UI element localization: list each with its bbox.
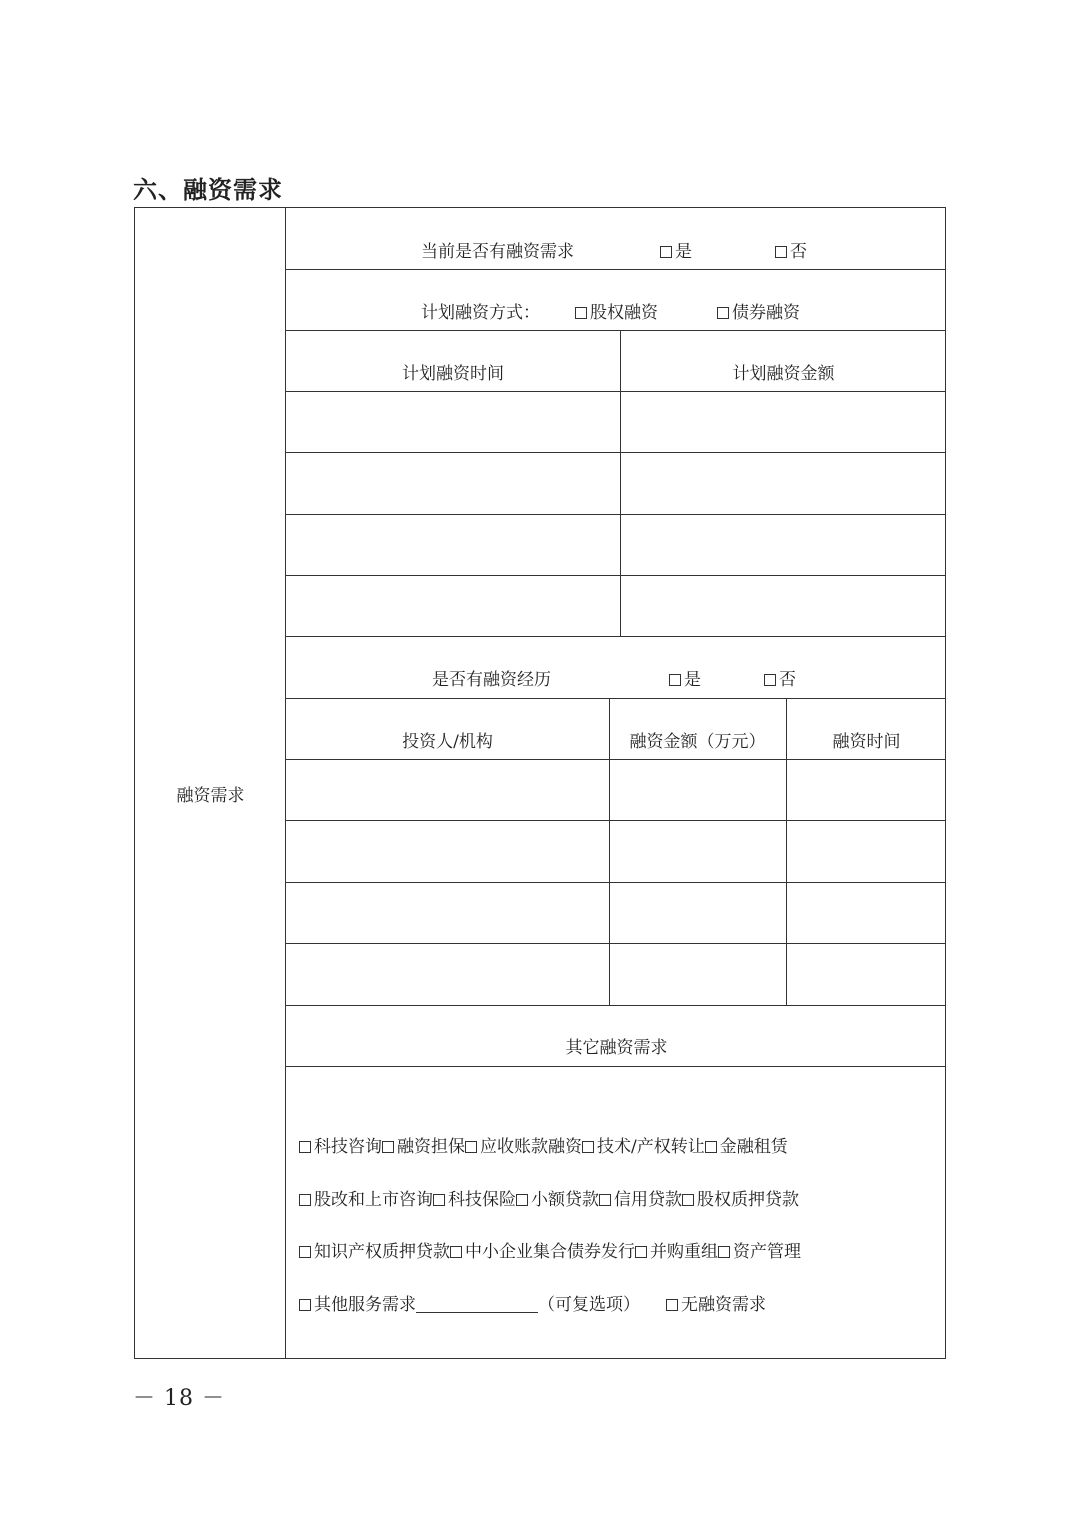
merger-restructuring-checkbox[interactable]: 并购重组 (635, 1242, 718, 1262)
section-title: 六、融资需求 (133, 176, 283, 204)
current-need-no-checkbox[interactable]: 否 (775, 237, 807, 262)
checkbox-icon (575, 307, 587, 319)
row-divider (286, 514, 945, 515)
checkbox-icon (660, 246, 672, 258)
receivables-financing-checkbox[interactable]: 应收账款融资 (465, 1137, 582, 1157)
left-label: 融资需求 (176, 786, 245, 806)
history-yes-checkbox[interactable]: 是 (669, 665, 701, 690)
tech-insurance-checkbox[interactable]: 科技保险 (433, 1190, 516, 1210)
other-needs-line-1 (299, 1132, 788, 1157)
ipo-consulting-checkbox[interactable]: 股改和上市咨询 (299, 1190, 433, 1210)
plan-amount-header: 计划融资金额 (732, 364, 835, 384)
history-amount-header: 融资金额（万元） (629, 732, 766, 752)
planned-method-label: 计划融资方式： (421, 303, 540, 323)
ip-pledge-loan-checkbox[interactable]: 知识产权质押贷款 (299, 1242, 450, 1262)
checkbox-icon (764, 674, 776, 686)
history-time-header: 融资时间 (832, 732, 901, 752)
asset-management-checkbox[interactable]: 资产管理 (718, 1242, 801, 1262)
other-needs-title: 其它融资需求 (565, 1038, 668, 1058)
investor-header: 投资人/机构 (402, 732, 493, 752)
row-divider (286, 759, 945, 760)
financial-leasing-checkbox[interactable]: 金融租赁 (705, 1137, 788, 1157)
row-divider (286, 575, 945, 576)
other-needs-line-2 (299, 1185, 799, 1210)
checkbox-icon (717, 307, 729, 319)
no-financing-need-checkbox[interactable]: 无融资需求 (666, 1295, 766, 1315)
plan-time-header: 计划融资时间 (402, 364, 504, 384)
row-divider (286, 943, 945, 944)
sme-bond-checkbox[interactable]: 中小企业集合债券发行 (450, 1242, 635, 1262)
checkbox-icon (669, 674, 681, 686)
row-divider (286, 882, 945, 883)
equity-financing-checkbox[interactable]: 股权融资 (575, 298, 658, 323)
history-no-checkbox[interactable]: 否 (764, 665, 796, 690)
other-service-input[interactable] (416, 1296, 538, 1313)
row-divider (286, 698, 945, 699)
credit-loan-checkbox[interactable]: 信用贷款 (599, 1190, 682, 1210)
financing-guarantee-checkbox[interactable]: 融资担保 (382, 1137, 465, 1157)
row-divider (286, 636, 945, 637)
micro-loan-checkbox[interactable]: 小额贷款 (516, 1190, 599, 1210)
row-divider (286, 330, 945, 331)
row-divider (286, 1005, 945, 1006)
other-service-checkbox[interactable]: 其他服务需求 (299, 1295, 416, 1315)
left-label-cell (135, 208, 286, 1358)
row-divider (286, 1066, 945, 1067)
current-need-yes-checkbox[interactable]: 是 (660, 237, 692, 262)
row-divider (286, 391, 945, 392)
bond-financing-checkbox[interactable]: 债券融资 (717, 298, 800, 323)
row-divider (286, 269, 945, 270)
current-need-question: 当前是否有融资需求 (421, 242, 574, 262)
checkbox-icon (775, 246, 787, 258)
history-question: 是否有融资经历 (432, 670, 551, 690)
other-needs-line-4 (299, 1290, 766, 1315)
tech-transfer-checkbox[interactable]: 技术/产权转让 (582, 1137, 705, 1157)
equity-pledge-loan-checkbox[interactable]: 股权质押贷款 (682, 1190, 799, 1210)
tech-consulting-checkbox[interactable]: 科技咨询 (299, 1137, 382, 1157)
financing-needs-table (134, 207, 946, 1359)
multi-select-note: （可复选项） (538, 1295, 640, 1315)
page-number: － 18 － (133, 1386, 225, 1411)
row-divider (286, 452, 945, 453)
other-needs-line-3 (299, 1237, 801, 1262)
row-divider (286, 820, 945, 821)
